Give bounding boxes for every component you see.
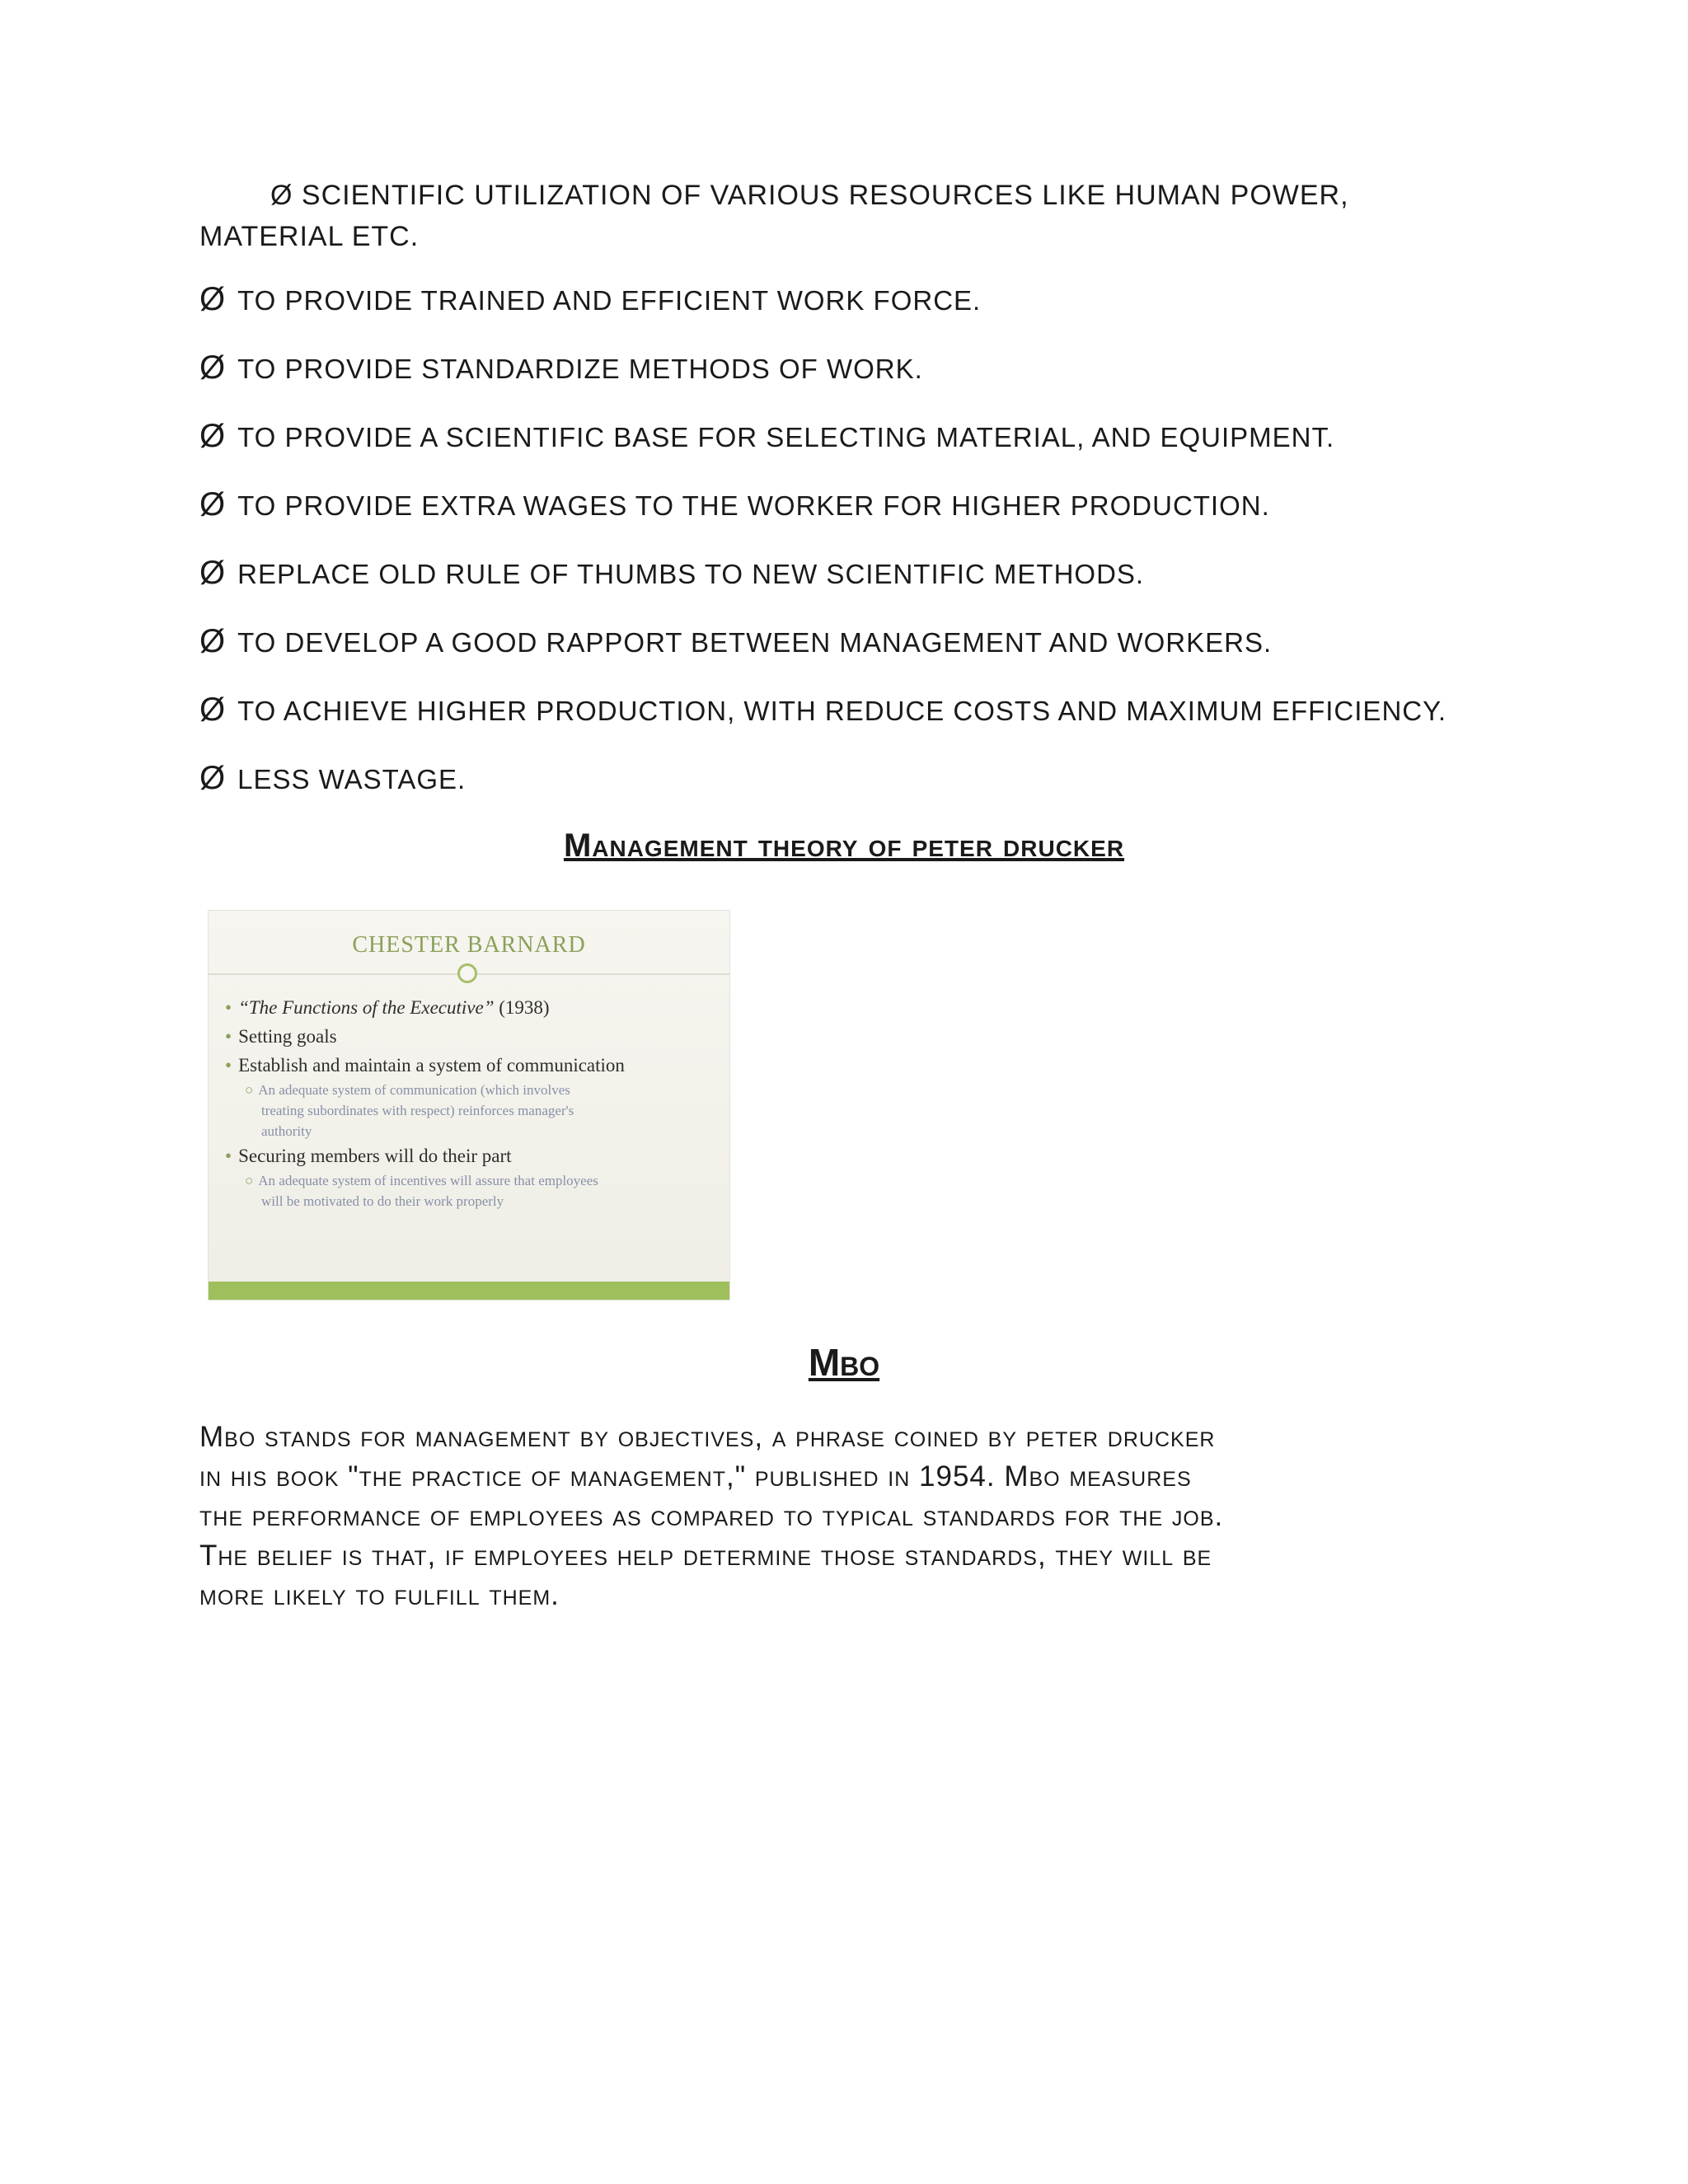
list-item	[199, 552, 1535, 621]
bullet-glyph: Ø	[199, 760, 227, 796]
bullet-dot-icon: •	[225, 997, 232, 1018]
list-item	[199, 689, 1535, 757]
slide-circle-ornament	[457, 963, 477, 983]
slide-sub-bullet	[225, 1170, 720, 1212]
list-item-text: TO DEVELOP A GOOD RAPPORT BETWEEN MANAGEMENT AND WORKERS.	[237, 627, 1273, 658]
slide-bullet-text: Setting goals	[238, 1026, 337, 1047]
list-item-text: REPLACE OLD RULE OF THUMBS TO NEW SCIENTIFIC METHODS.	[237, 559, 1145, 589]
slide-sub-text: An adequate system of communication (which involves	[258, 1082, 570, 1098]
list-item-text: TO PROVIDE A SCIENTIFIC BASE FOR SELECTING MATERIAL, AND EQUIPMENT.	[237, 422, 1335, 452]
paragraph-line: the performance of employees as compared to typical standards for the job.	[199, 1500, 1224, 1532]
bullet-glyph: Ø	[199, 418, 227, 454]
bullet-glyph: Ø	[199, 555, 227, 591]
bullet-glyph: Ø	[270, 180, 293, 211]
bullet-glyph: Ø	[199, 349, 227, 386]
bullet-glyph: Ø	[199, 623, 227, 659]
chester-barnard-slide-image	[208, 910, 730, 1301]
bullet-glyph: Ø	[199, 691, 227, 728]
slide-bullet	[225, 1141, 720, 1170]
first-bullet-item	[199, 175, 1485, 257]
slide-accent-bar	[209, 1282, 729, 1300]
slide-bullet	[225, 993, 720, 1022]
list-item-text: TO PROVIDE TRAINED AND EFFICIENT WORK FORCE.	[237, 285, 982, 316]
list-item-text: TO PROVIDE STANDARDIZE METHODS OF WORK.	[237, 354, 923, 384]
list-item	[199, 347, 1535, 415]
bullet-dot-icon: •	[225, 1146, 232, 1166]
list-item-text: TO PROVIDE EXTRA WAGES TO THE WORKER FOR HIGHER PRODUCTION.	[237, 490, 1270, 521]
slide-sub-text: will be motivated to do their work properly	[261, 1193, 504, 1209]
section-heading-mbo: Mbo	[808, 1341, 880, 1384]
slide-bullet	[225, 1051, 720, 1080]
bullet-glyph: Ø	[199, 486, 227, 523]
bullet-dot-icon: •	[225, 1055, 232, 1076]
slide-sub-text: treating subordinates with respect) reinforces manager's	[261, 1103, 574, 1118]
section-heading-drucker: Management theory of peter drucker	[563, 827, 1125, 864]
slide-bullet	[225, 1022, 720, 1051]
mbo-paragraph	[199, 1418, 1518, 1615]
objectives-list	[199, 279, 1535, 826]
first-bullet-line2: MATERIAL ETC.	[199, 221, 420, 252]
sub-bullet-circle-icon: ○	[245, 1082, 254, 1098]
list-item	[199, 621, 1535, 689]
slide-bullet-text: Establish and maintain a system of communication	[238, 1055, 625, 1076]
slide-sub-text: An adequate system of incentives will assure that employees	[258, 1173, 598, 1188]
sub-bullet-circle-icon: ○	[245, 1173, 254, 1188]
list-item	[199, 484, 1535, 552]
list-item-text: LESS WASTAGE.	[237, 764, 467, 794]
slide-body	[225, 993, 720, 1212]
first-bullet-line1: SCIENTIFIC UTILIZATION OF VARIOUS RESOURCES LIKE HUMAN POWER,	[301, 180, 1349, 211]
slide-sub-bullet	[225, 1080, 720, 1141]
list-item	[199, 279, 1535, 347]
bullet-glyph: Ø	[199, 281, 227, 317]
bullet-dot-icon: •	[225, 1026, 232, 1047]
list-item	[199, 757, 1535, 826]
slide-title: CHESTER BARNARD	[352, 932, 586, 958]
paragraph-line: Mbo stands for management by objectives, a phrase coined by peter drucker	[199, 1421, 1216, 1453]
paragraph-line: The belief is that, if employees help determine those standards, they will be	[199, 1540, 1212, 1572]
paragraph-line: in his book "the practice of management," published in 1954. Mbo measures	[199, 1460, 1192, 1493]
slide-sub-text: authority	[261, 1123, 312, 1139]
list-item	[199, 415, 1535, 484]
slide-bullet-text: Securing members will do their part	[238, 1146, 512, 1166]
slide-bullet-title: “The Functions of the Executive”	[238, 997, 495, 1018]
slide-bullet-year: (1938)	[494, 997, 550, 1018]
list-item-text: TO ACHIEVE HIGHER PRODUCTION, WITH REDUCE COSTS AND MAXIMUM EFFICIENCY.	[237, 696, 1447, 726]
paragraph-line: more likely to fulfill them.	[199, 1579, 560, 1611]
